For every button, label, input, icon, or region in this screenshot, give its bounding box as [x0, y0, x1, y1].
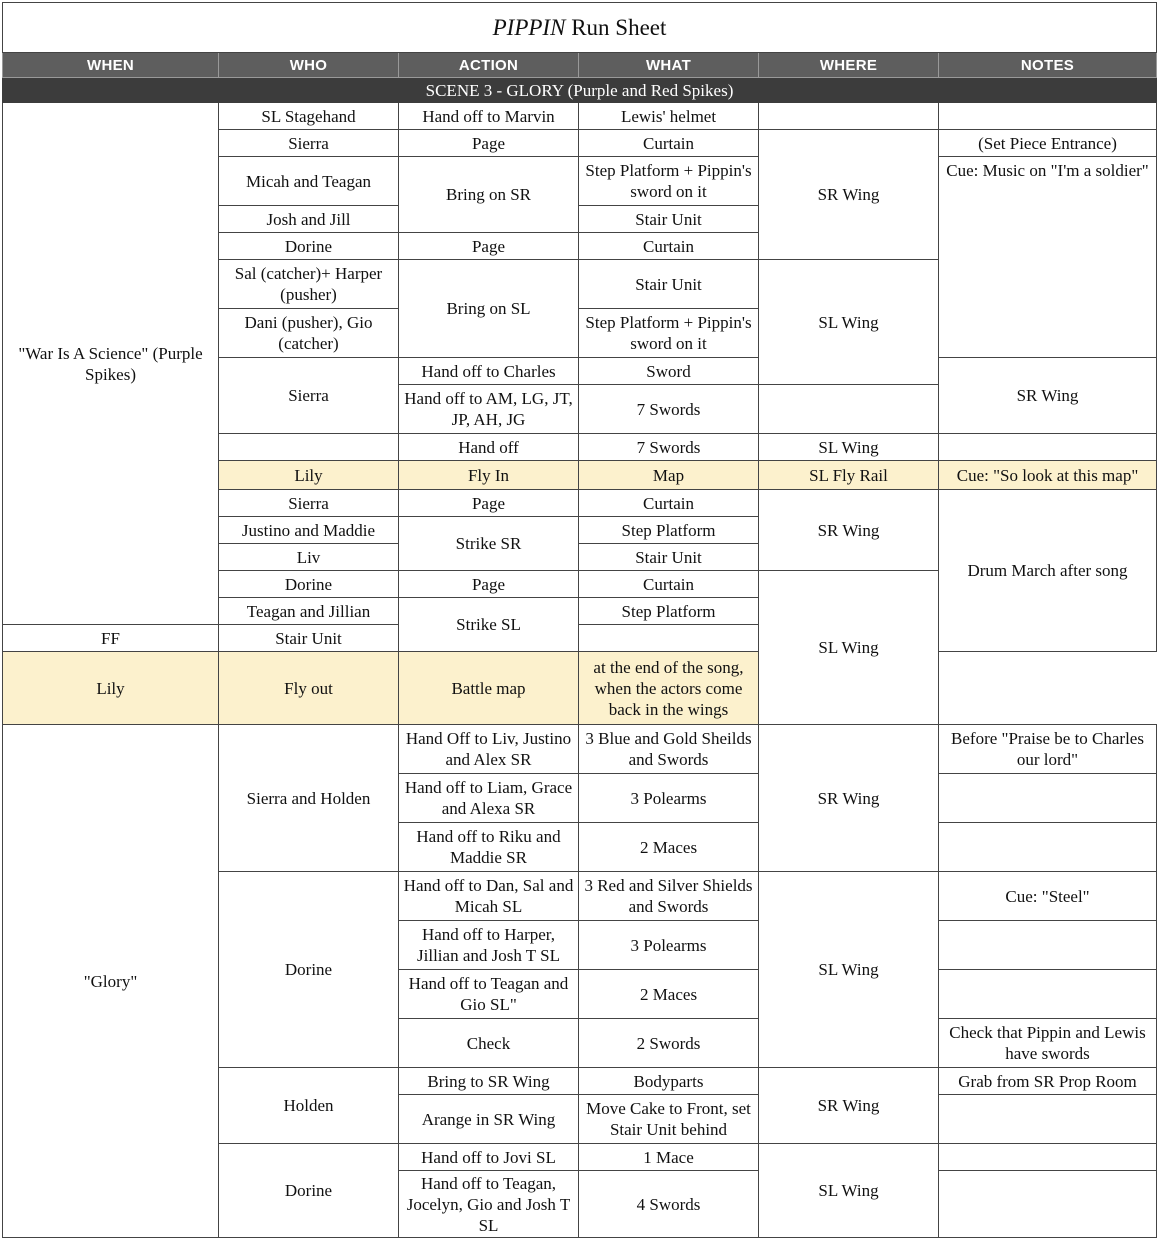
- title-row: [3, 3, 1157, 53]
- action-cell: Hand off to Riku and Maddie SR: [399, 823, 579, 872]
- notes-cell: Drum March after song: [939, 490, 1157, 652]
- where-cell: SR Wing: [759, 725, 939, 872]
- who-cell: Sierra: [219, 490, 399, 517]
- header-when: WHEN: [3, 53, 219, 78]
- what-cell: Move Cake to Front, set Stair Unit behind: [579, 1095, 759, 1144]
- notes-cell-empty: [939, 103, 1157, 130]
- action-cell: Arange in SR Wing: [399, 1095, 579, 1144]
- what-cell: 3 Polearms: [579, 774, 759, 823]
- header-action: ACTION: [399, 53, 579, 78]
- what-cell: 7 Swords: [579, 385, 759, 434]
- who-cell: Sierra: [219, 358, 399, 434]
- who-cell: Sierra and Holden: [219, 725, 399, 872]
- notes-cell-empty: [939, 1171, 1157, 1238]
- what-cell: Battle map: [399, 652, 579, 725]
- show-title: PIPPIN: [492, 15, 566, 40]
- when-cell: "War Is A Science" (Purple Spikes): [3, 103, 219, 625]
- header-notes: NOTES: [939, 53, 1157, 78]
- what-cell: Lewis' helmet: [579, 103, 759, 130]
- action-cell: Page: [399, 130, 579, 157]
- where-cell: SL Wing: [759, 434, 939, 461]
- action-cell: Hand off to Jovi SL: [399, 1144, 579, 1171]
- action-cell: Hand off to Marvin: [399, 103, 579, 130]
- what-cell: 4 Swords: [579, 1171, 759, 1238]
- what-cell: Step Platform + Pippin's sword on it: [579, 309, 759, 358]
- notes-cell-empty: [939, 921, 1157, 970]
- action-cell: Check: [399, 1019, 579, 1068]
- where-cell: SL Wing: [759, 1144, 939, 1238]
- action-cell: Hand off to Teagan and Gio SL": [399, 970, 579, 1019]
- who-cell: Justino and Maddie: [219, 517, 399, 544]
- what-cell: Sword: [579, 358, 759, 385]
- where-cell: SR Wing: [939, 358, 1157, 434]
- who-cell: Dorine: [219, 233, 399, 260]
- notes-cell-empty: [939, 970, 1157, 1019]
- action-cell: Bring on SR: [399, 157, 579, 233]
- who-cell: Lily: [219, 461, 399, 490]
- what-cell: Step Platform: [579, 517, 759, 544]
- action-cell: Bring to SR Wing: [399, 1068, 579, 1095]
- where-cell: SR Wing: [759, 1068, 939, 1144]
- scene-row: [3, 78, 1157, 103]
- who-cell: Lily: [3, 652, 219, 725]
- where-cell: SL Wing: [759, 571, 939, 725]
- what-cell: 2 Maces: [579, 970, 759, 1019]
- who-cell-empty: [219, 434, 399, 461]
- what-cell: 3 Polearms: [579, 921, 759, 970]
- where-cell: SL Wing: [759, 260, 939, 385]
- table-row: [3, 725, 1157, 774]
- action-cell: Hand off: [399, 434, 579, 461]
- notes-cell-empty: [939, 823, 1157, 872]
- who-cell: Sierra: [219, 130, 399, 157]
- where-cell-empty: [759, 103, 939, 130]
- who-cell: Micah and Teagan: [219, 157, 399, 206]
- who-cell: Dorine: [219, 872, 399, 1068]
- action-cell: Hand off to Liam, Grace and Alexa SR: [399, 774, 579, 823]
- who-cell: Dorine: [219, 1144, 399, 1238]
- where-cell: SL Wing: [759, 872, 939, 1068]
- who-cell: Liv: [219, 544, 399, 571]
- what-cell: 3 Blue and Gold Sheilds and Swords: [579, 725, 759, 774]
- where-cell: SL Fly Rail: [759, 461, 939, 490]
- scene-title: SCENE 3 - GLORY (Purple and Red Spikes): [3, 78, 1157, 103]
- notes-cell-empty: [759, 385, 939, 434]
- who-cell: Teagan and Jillian: [219, 598, 399, 625]
- action-cell: Strike SR: [399, 517, 579, 571]
- action-cell: Strike SL: [399, 598, 579, 652]
- notes-cell: (Set Piece Entrance): [939, 130, 1157, 157]
- header-who: WHO: [219, 53, 399, 78]
- column-header-row: [3, 53, 1157, 78]
- who-cell: FF: [3, 625, 219, 652]
- who-cell: Dani (pusher), Gio (catcher): [219, 309, 399, 358]
- what-cell: Curtain: [579, 233, 759, 260]
- notes-cell: Cue: "So look at this map": [939, 461, 1157, 490]
- action-cell: Bring on SL: [399, 260, 579, 358]
- action-cell: Page: [399, 233, 579, 260]
- what-cell: 7 Swords: [579, 434, 759, 461]
- action-cell: Hand off to Charles: [399, 358, 579, 385]
- header-what: WHAT: [579, 53, 759, 78]
- what-cell: 2 Swords: [579, 1019, 759, 1068]
- who-cell: Sal (catcher)+ Harper (pusher): [219, 260, 399, 309]
- what-cell: Step Platform: [579, 598, 759, 625]
- what-cell: Map: [579, 461, 759, 490]
- what-cell: Curtain: [579, 490, 759, 517]
- action-cell: Fly In: [399, 461, 579, 490]
- notes-cell: Cue: "Steel": [939, 872, 1157, 921]
- action-cell: Page: [399, 571, 579, 598]
- notes-cell: Grab from SR Prop Room: [939, 1068, 1157, 1095]
- where-cell: SR Wing: [759, 490, 939, 571]
- action-cell: Fly out: [219, 652, 399, 725]
- header-where: WHERE: [759, 53, 939, 78]
- what-cell: Stair Unit: [219, 625, 399, 652]
- action-cell: Hand Off to Liv, Justino and Alex SR: [399, 725, 579, 774]
- where-cell: SR Wing: [759, 130, 939, 260]
- notes-cell: Cue: Music on "I'm a soldier": [939, 157, 1157, 358]
- notes-cell: Check that Pippin and Lewis have swords: [939, 1019, 1157, 1068]
- who-cell: SL Stagehand: [219, 103, 399, 130]
- notes-cell-empty: [939, 1095, 1157, 1144]
- what-cell: Bodyparts: [579, 1068, 759, 1095]
- what-cell: Stair Unit: [579, 260, 759, 309]
- title-suffix: Run Sheet: [565, 15, 667, 40]
- table-row-highlight: [3, 652, 1157, 725]
- notes-cell-empty: [939, 1144, 1157, 1171]
- what-cell: Step Platform + Pippin's sword on it: [579, 157, 759, 206]
- notes-cell-empty: [939, 774, 1157, 823]
- sheet-title: [3, 3, 1157, 53]
- notes-cell: at the end of the song, when the actors come back in the wings: [579, 652, 759, 725]
- what-cell: Curtain: [579, 571, 759, 598]
- what-cell: 1 Mace: [579, 1144, 759, 1171]
- who-cell: Dorine: [219, 571, 399, 598]
- run-sheet-table: [2, 2, 1157, 1238]
- notes-cell: Before "Praise be to Charles our lord": [939, 725, 1157, 774]
- action-cell: Hand off to Dan, Sal and Micah SL: [399, 872, 579, 921]
- when-cell: "Glory": [3, 725, 219, 1238]
- action-cell: Hand off to Teagan, Jocelyn, Gio and Josh T SL: [399, 1171, 579, 1238]
- who-cell: Josh and Jill: [219, 206, 399, 233]
- what-cell: 2 Maces: [579, 823, 759, 872]
- what-cell: Stair Unit: [579, 206, 759, 233]
- action-cell: Hand off to AM, LG, JT, JP, AH, JG: [399, 385, 579, 434]
- what-cell: Stair Unit: [579, 544, 759, 571]
- who-cell: Holden: [219, 1068, 399, 1144]
- notes-cell-empty: [939, 434, 1157, 461]
- action-cell: Page: [399, 490, 579, 517]
- table-row: [3, 103, 1157, 130]
- action-cell: Hand off to Harper, Jillian and Josh T SL: [399, 921, 579, 970]
- what-cell: Curtain: [579, 130, 759, 157]
- what-cell: 3 Red and Silver Shields and Swords: [579, 872, 759, 921]
